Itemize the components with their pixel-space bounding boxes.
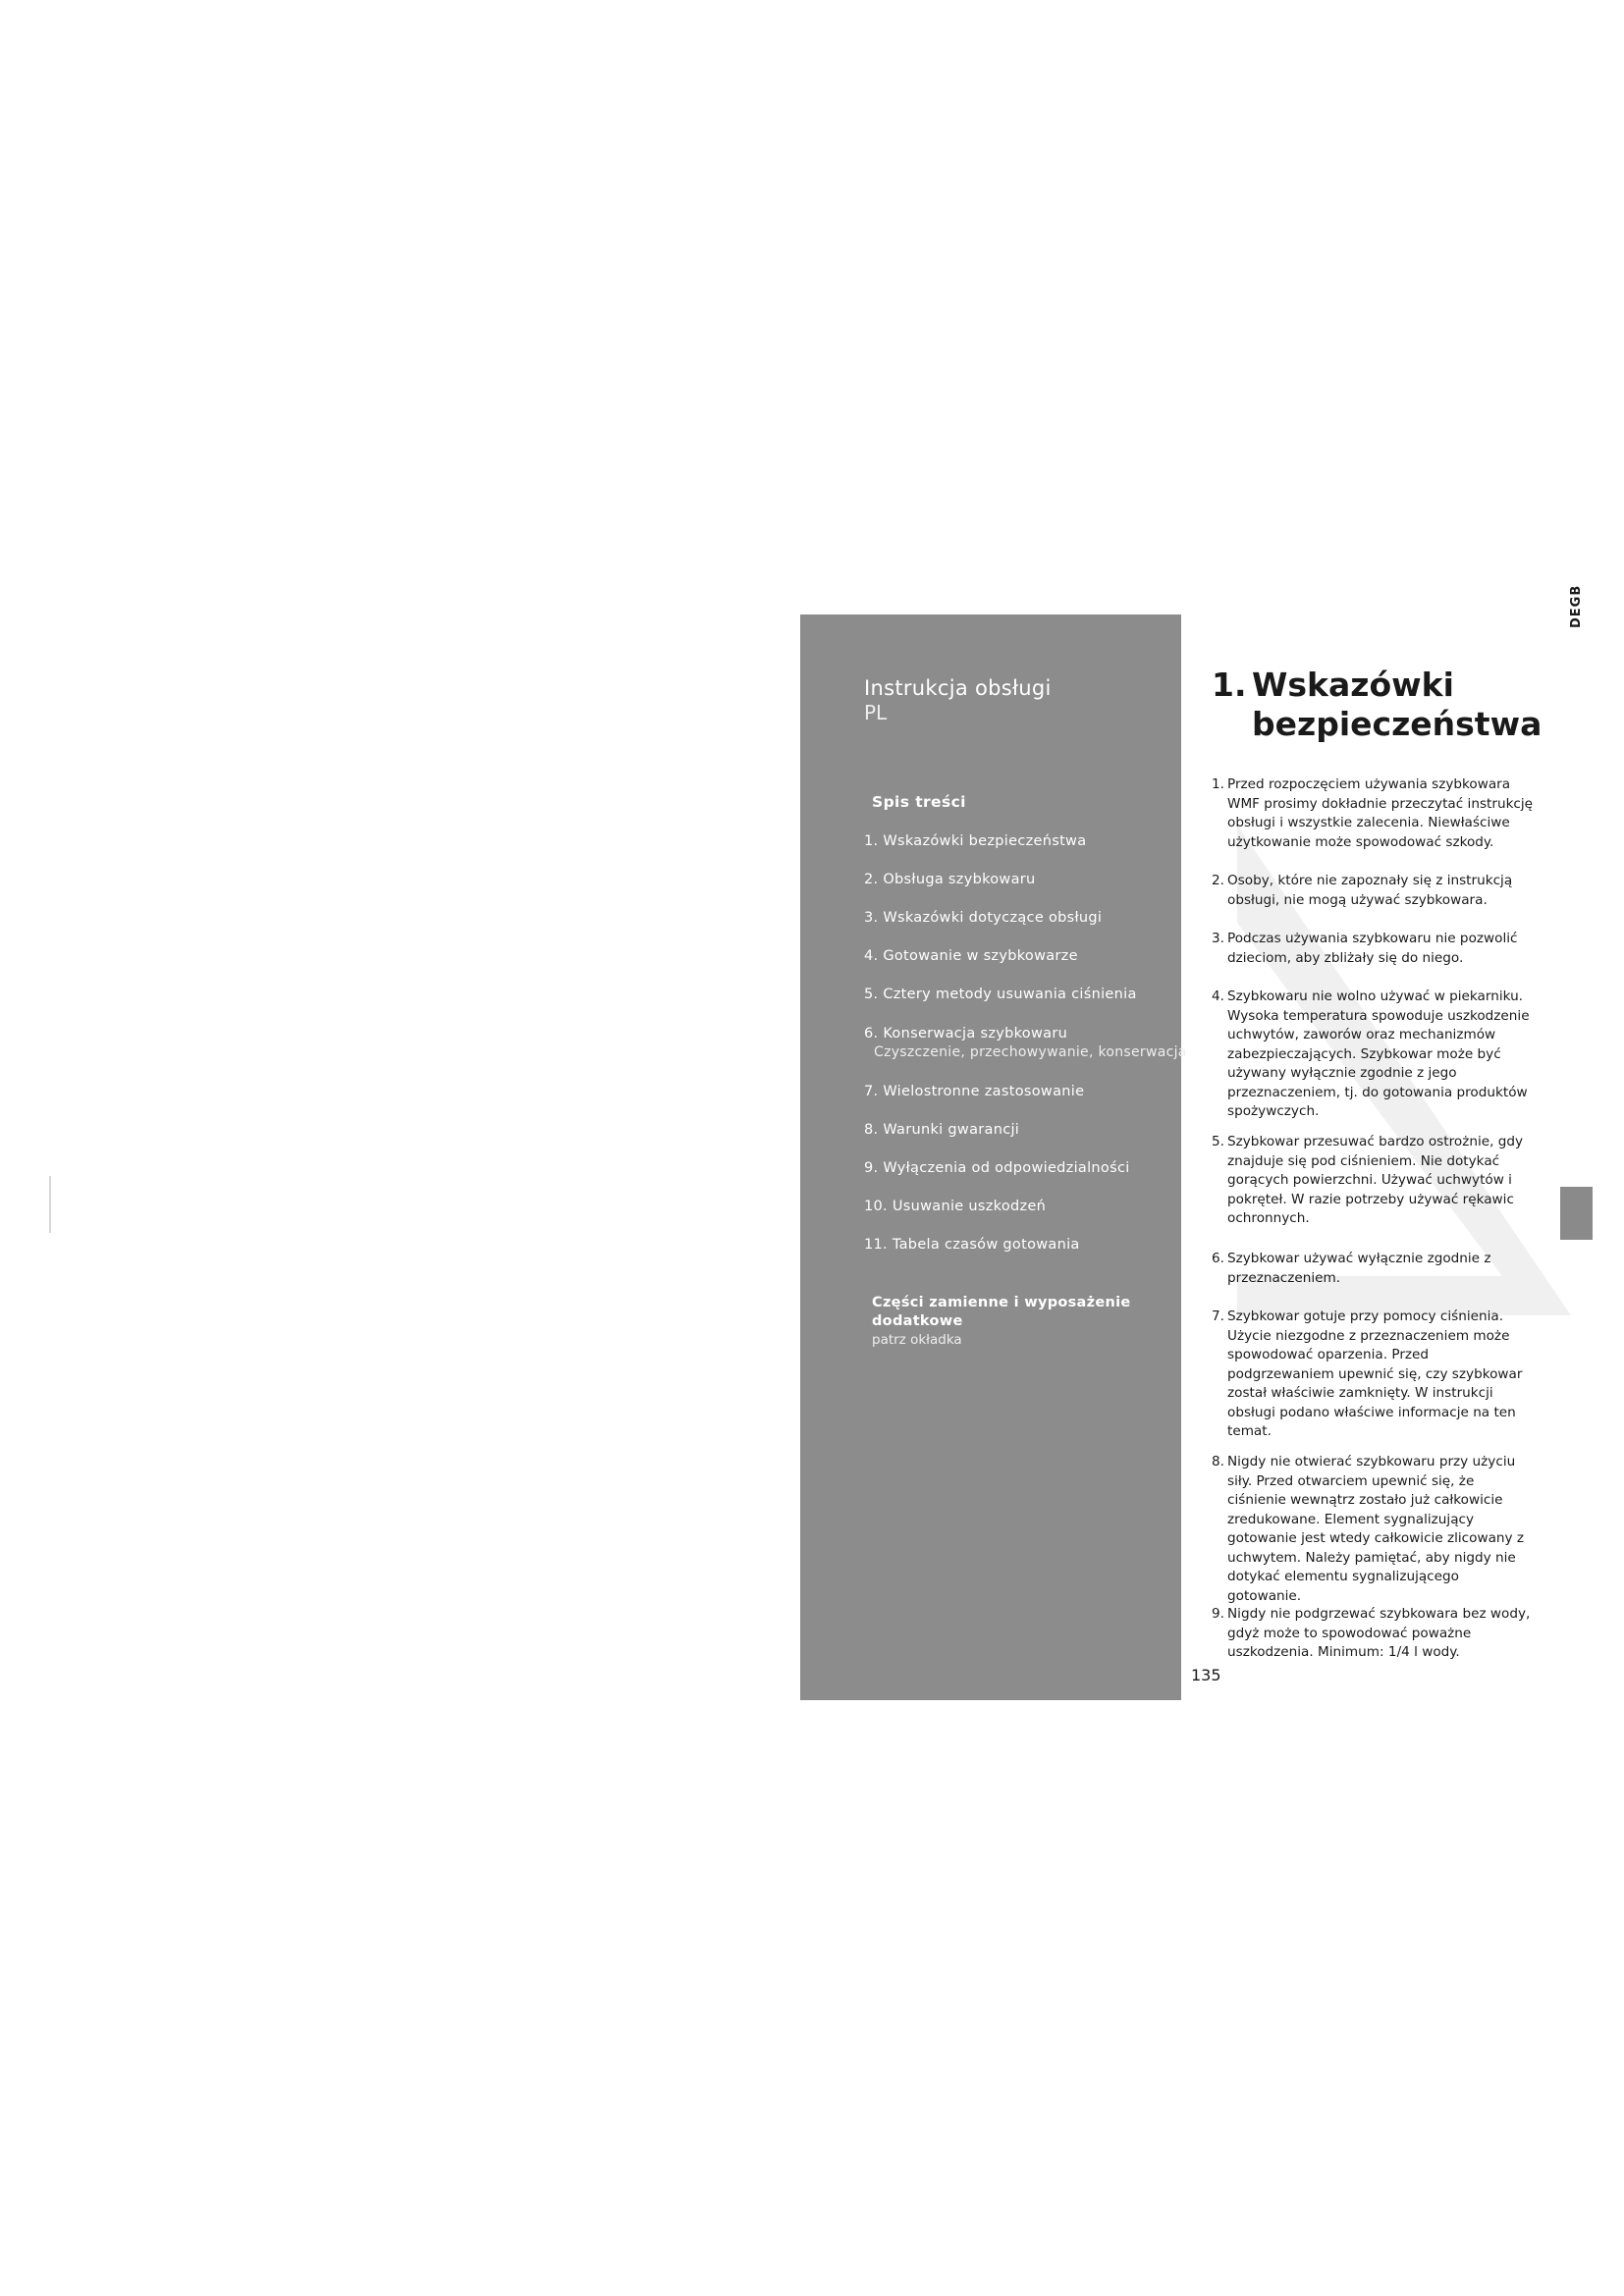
item-number: 5. bbox=[1212, 1134, 1224, 1149]
section-tab-marker bbox=[1560, 1187, 1593, 1240]
toc-item bbox=[864, 986, 1137, 1004]
toc-item-label: 6. Konserwacja szybkowaru bbox=[864, 1026, 1068, 1041]
item-number: 2. bbox=[1212, 873, 1224, 888]
safety-item bbox=[1212, 930, 1536, 968]
toc-item bbox=[864, 871, 1036, 889]
safety-item bbox=[1212, 988, 1536, 1122]
toc-item bbox=[864, 1159, 1130, 1178]
toc-item-label: 10. Usuwanie uszkodzeń bbox=[864, 1199, 1047, 1214]
section-number: 1. bbox=[1212, 666, 1247, 704]
toc-item bbox=[864, 1025, 1187, 1062]
toc-item-label: 3. Wskazówki dotyczące obsługi bbox=[864, 910, 1103, 926]
item-number: 4. bbox=[1212, 988, 1224, 1004]
item-text: Szybkowar używać wyłącznie zgodnie z przeznaczeniem. bbox=[1227, 1251, 1491, 1286]
item-number: 3. bbox=[1212, 931, 1224, 946]
item-text: Osoby, które nie zapoznały się z instrukcją obsługi, nie mogą używać szybkowara. bbox=[1227, 873, 1513, 908]
parts-sub: patrz okładka bbox=[872, 1332, 962, 1348]
safety-item bbox=[1212, 1453, 1536, 1606]
language-code: PL bbox=[864, 701, 888, 724]
item-text: Nigdy nie podgrzewać szybkowara bez wody, gdyż może to spowodować poważne uszkodzenia. Minimum: 1/4 l wody. bbox=[1227, 1606, 1531, 1660]
toc-item-label: 1. Wskazówki bezpieczeństwa bbox=[864, 833, 1087, 849]
toc-item bbox=[864, 832, 1086, 851]
item-text: Przed rozpoczęciem używania szybkowara WMF prosimy dokładnie przeczytać instrukcję obsługi i wszystkie zalecenia. Niewłaściwe użytkowanie może spowodować szkody. bbox=[1227, 776, 1534, 850]
item-text: Szybkowaru nie wolno używać w piekarniku. Wysoka temperatura spowoduje uszkodzenie uchwytów, zaworów oraz mechanizmów zabezpieczających. Szybkowar może być używany wyłącznie zgodnie z jego przeznaczeniem, tj. do gotowania produktów spożywczych. bbox=[1227, 988, 1530, 1119]
toc-item-label: 2. Obsługa szybkowaru bbox=[864, 872, 1036, 887]
margin-mark bbox=[49, 1176, 51, 1233]
toc-item bbox=[864, 1198, 1046, 1216]
section-title-line1: Wskazówki bbox=[1252, 666, 1454, 704]
item-number: 7. bbox=[1212, 1308, 1224, 1324]
toc-item bbox=[864, 1083, 1084, 1101]
item-text: Szybkowar gotuje przy pomocy ciśnienia. Użycie niezgodne z przeznaczeniem może spowodować oparzenia. Przed podgrzewaniem upewnić się, czy szybkowar został właściwie zamknięty. W instrukcji obsługi podano właściwe informacje na ten temat. bbox=[1227, 1308, 1523, 1439]
parts-title: Części zamienne i wyposażenie dodatkowe bbox=[872, 1295, 1131, 1329]
toc-item-sub: Czyszczenie, przechowywanie, konserwacja bbox=[874, 1044, 1187, 1060]
safety-item bbox=[1212, 1605, 1536, 1663]
safety-item bbox=[1212, 1133, 1536, 1229]
toc-item bbox=[864, 1121, 1019, 1140]
toc-heading: Spis treści bbox=[872, 793, 966, 811]
toc-item-label: 7. Wielostronne zastosowanie bbox=[864, 1084, 1085, 1099]
toc-item bbox=[864, 909, 1102, 928]
toc-item-label: 11. Tabela czasów gotowania bbox=[864, 1237, 1080, 1253]
toc-item-label: 4. Gotowanie w szybkowarze bbox=[864, 948, 1078, 964]
item-number: 6. bbox=[1212, 1251, 1224, 1266]
safety-item bbox=[1212, 1308, 1536, 1442]
page-code: DEGB bbox=[1569, 584, 1584, 628]
toc-item-label: 5. Cztery metody usuwania ciśnienia bbox=[864, 987, 1137, 1002]
section-title-line2: bezpieczeństwa bbox=[1252, 705, 1543, 743]
toc-item-label: 9. Wyłączenia od odpowiedzialności bbox=[864, 1160, 1130, 1176]
item-number: 9. bbox=[1212, 1606, 1224, 1622]
parts-note bbox=[872, 1294, 1181, 1350]
manual-title: Instrukcja obsługi bbox=[864, 676, 1052, 700]
toc-item bbox=[864, 1236, 1080, 1255]
toc-item bbox=[864, 947, 1078, 966]
item-number: 8. bbox=[1212, 1454, 1224, 1469]
page-number: 135 bbox=[1191, 1666, 1221, 1684]
sidebar-panel bbox=[800, 614, 1187, 1700]
item-text: Podczas używania szybkowaru nie pozwolić dzieciom, aby zbliżały się do niego. bbox=[1227, 931, 1518, 966]
safety-item bbox=[1212, 872, 1536, 910]
item-number: 1. bbox=[1212, 776, 1224, 792]
safety-item bbox=[1212, 1250, 1536, 1288]
toc-item-label: 8. Warunki gwarancji bbox=[864, 1122, 1020, 1138]
safety-item bbox=[1212, 775, 1536, 852]
item-text: Szybkowar przesuwać bardzo ostrożnie, gdy znajduje się pod ciśnieniem. Nie dotykać gorących powierzchni. Używać uchwytów i pokręteł. W razie potrzeby używać rękawic ochronnych. bbox=[1227, 1134, 1524, 1226]
item-text: Nigdy nie otwierać szybkowaru przy użyciu siły. Przed otwarciem upewnić się, że ciśnienie wewnątrz zostało już całkowicie zredukowane. Element sygnalizujący gotowanie jest wtedy całkowicie zlicowany z uchwytem. Należy pamiętać, aby nigdy nie dotykać elementu sygnalizującego gotowanie. bbox=[1227, 1454, 1525, 1604]
